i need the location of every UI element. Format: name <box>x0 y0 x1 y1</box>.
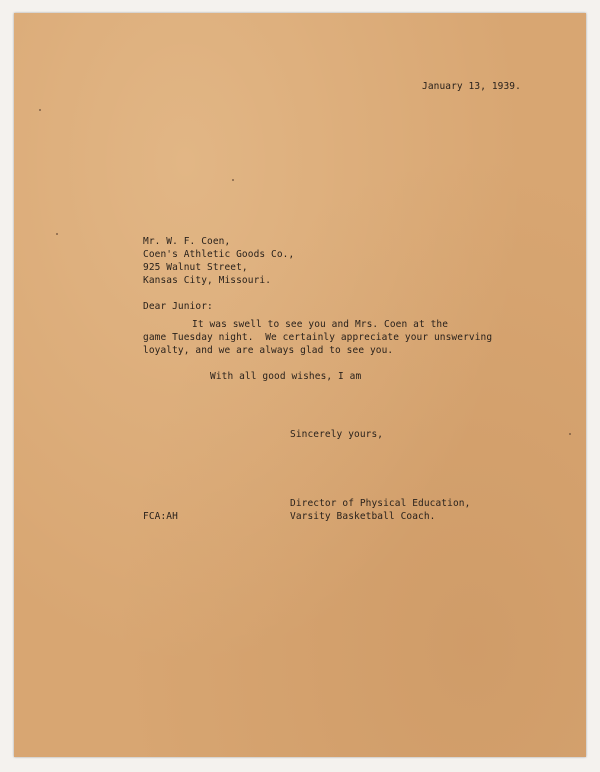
recipient-company: Coen's Athletic Goods Co., <box>143 249 295 260</box>
paper-speck <box>39 109 41 111</box>
paper-speck <box>569 433 571 435</box>
paper-speck <box>232 179 234 181</box>
recipient-name: Mr. W. F. Coen, <box>143 236 231 247</box>
reference-initials: FCA:AH <box>143 511 178 522</box>
salutation: Dear Junior: <box>143 301 213 312</box>
letter-date: January 13, 1939. <box>422 81 521 92</box>
recipient-city: Kansas City, Missouri. <box>143 275 272 286</box>
body-line-3: loyalty, and we are always glad to see you. <box>143 345 394 356</box>
signature-title-1: Director of Physical Education, <box>290 498 471 509</box>
recipient-street: 925 Walnut Street, <box>143 262 248 273</box>
closing: Sincerely yours, <box>290 429 384 440</box>
body-line-1: It was swell to see you and Mrs. Coen at the <box>192 319 449 330</box>
body-line-2: game Tuesday night. We certainly appreciate your unswerving <box>143 332 493 343</box>
signature-title-2: Varsity Basketball Coach. <box>290 511 436 522</box>
paper-speck <box>56 233 58 235</box>
letter-page <box>14 13 586 757</box>
good-wishes: With all good wishes, I am <box>210 371 362 382</box>
